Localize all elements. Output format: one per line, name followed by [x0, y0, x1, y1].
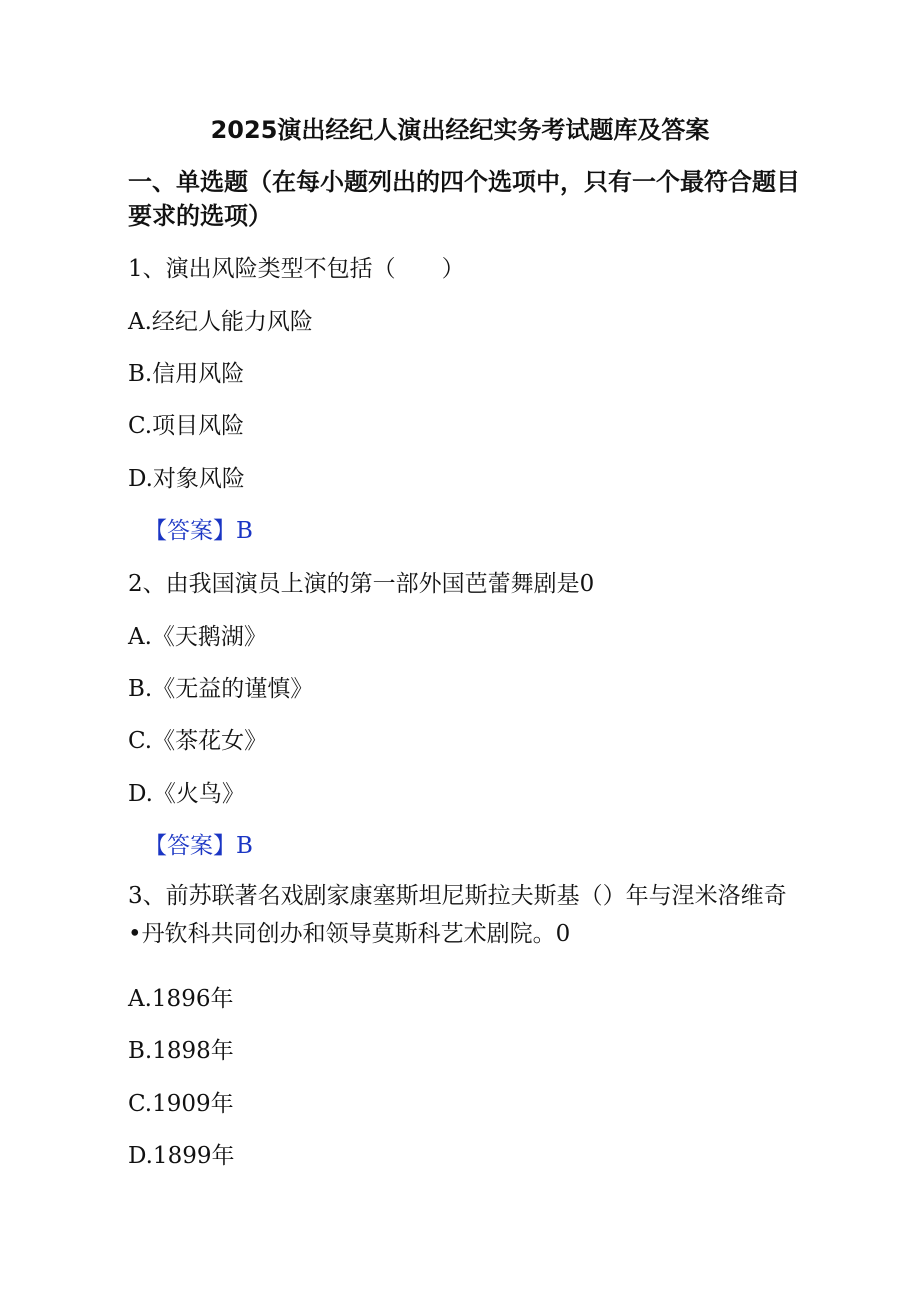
question-1-option-a: A.经纪人能力风险	[128, 309, 313, 335]
question-2-option-a: A.《天鹅湖》	[128, 624, 267, 650]
question-3-option-c: C.1909年	[128, 1091, 234, 1117]
question-3-option-b: B.1898年	[128, 1038, 234, 1064]
question-1-stem: 1、演出风险类型不包括（ ）	[128, 256, 465, 282]
question-2-option-c: C.《茶花女》	[128, 728, 268, 754]
section-heading: 一、单选题（在每小题列出的四个选项中，只有一个最符合题目要求的选项）	[128, 168, 800, 230]
question-2-stem: 2、由我国演员上演的第一部外国芭蕾舞剧是0	[128, 571, 595, 597]
question-1-option-b: B.信用风险	[128, 361, 245, 387]
question-3-option-a: A.1896年	[128, 986, 234, 1012]
question-2-option-d: D.《火鸟》	[128, 781, 245, 807]
question-2-option-b: B.《无益的谨慎》	[128, 676, 314, 702]
question-3-option-d: D.1899年	[128, 1143, 235, 1169]
question-1-answer: 【答案】B	[144, 518, 253, 544]
question-3-stem: 3、前苏联著名戏剧家康塞斯坦尼斯拉夫斯基（）年与涅米洛维奇•丹钦科共同创办和领导莫斯科艺术剧院。0	[128, 883, 787, 947]
document-title: 2025演出经纪人演出经纪实务考试题库及答案	[210, 116, 710, 144]
question-1-option-c: C.项目风险	[128, 413, 245, 439]
question-2-answer: 【答案】B	[144, 833, 253, 859]
question-1-option-d: D.对象风险	[128, 466, 245, 492]
